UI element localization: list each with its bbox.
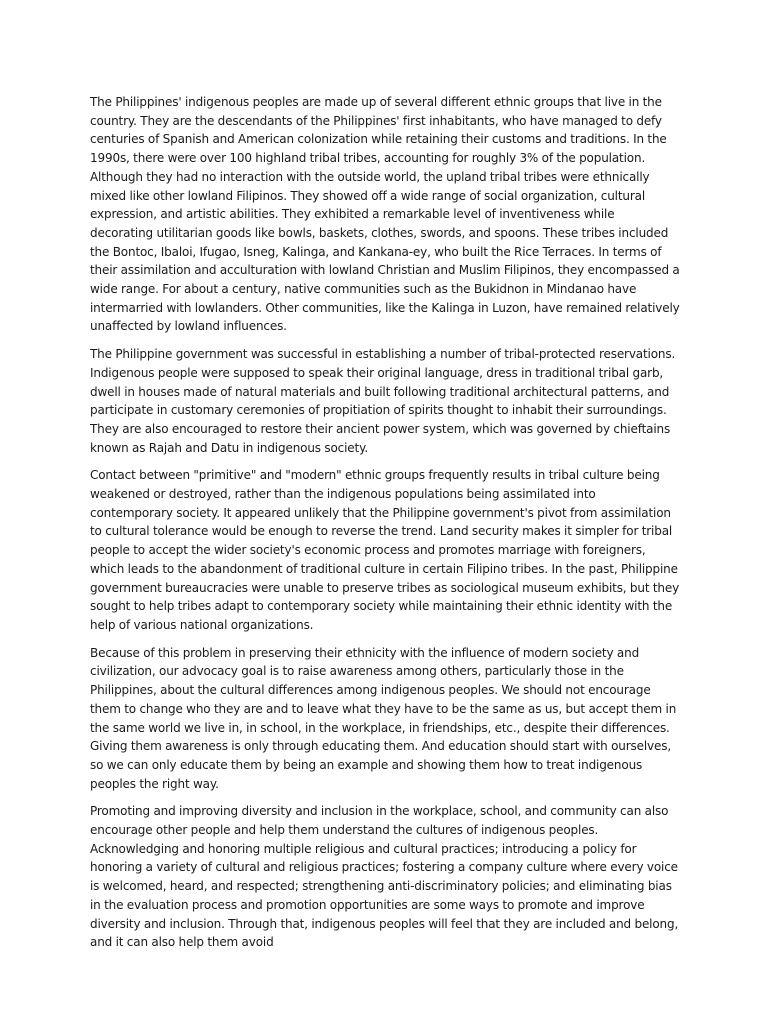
paragraph-2: The Philippine government was successful in establishing a number of tribal-protected reservations. Indigenous people were supposed to speak their original language, dress in traditional tribal garb, dwell in houses made of natural materials and built following traditional architectural patterns, and participate in customary ceremonies of propitiation of spirits thought to inhabit their surroundings. They are also encouraged to restore their ancient power system, which was governed by chieftains known as Rajah and Datu in indigenous society. xyxy=(90,347,676,455)
paragraph-5: Promoting and improving diversity and inclusion in the workplace, school, and community can also encourage other people and help them understand the cultures of indigenous peoples. Acknowledging and honoring multiple religious and cultural practices; introducing a policy for honoring a variety of cultural and religious practices; fostering a company culture where every voice is welcomed, heard, and respected; strengthening anti-discriminatory policies; and eliminating bias in the evaluation process and promotion opportunities are some ways to promote and improve diversity and inclusion. Through that, indigenous peoples will feel that they are included and belong, and it can also help them avoid xyxy=(90,804,679,950)
paragraph-3: Contact between "primitive" and "modern" ethnic groups frequently results in tribal culture being weakened or destroyed, rather than the indigenous populations being assimilated into contemporary society. It appeared unlikely that the Philippine government's pivot from assimilation to cultural tolerance would be enough to reverse the trend. Land security makes it simpler for tribal people to accept the wider society's economic process and promotes marriage with foreigners, which leads to the abandonment of traditional culture in certain Filipino tribes. In the past, Philippine government bureaucracies were unable to preserve tribes as sociological museum exhibits, but they sought to help tribes adapt to contemporary society while maintaining their ethnic identity with the help of various national organizations. xyxy=(90,468,680,632)
document-body xyxy=(90,93,680,961)
paragraph-4: Because of this problem in preserving their ethnicity with the influence of modern society and civilization, our advocacy goal is to raise awareness among others, particularly those in the Philippines, about the cultural differences among indigenous peoples. We should not encourage them to change who they are and to leave what they have to be the same as us, but accept them in the same world we live in, in school, in the workplace, in friendships, etc., despite their differences. Giving them awareness is only through educating them. And education should start with ourselves, so we can only educate them by being an example and showing them how to treat indigenous peoples the right way. xyxy=(90,645,677,791)
paragraph-1: The Philippines' indigenous peoples are made up of several different ethnic groups that live in the country. They are the descendants of the Philippines' first inhabitants, who have managed to defy centuries of Spanish and American colonization while retaining their customs and traditions. In the 1990s, there were over 100 highland tribal tribes, accounting for roughly 3% of the population. Although they had no interaction with the outside world, the upland tribal tribes were ethnically mixed like other lowland Filipinos. They showed off a wide range of social organization, cultural expression, and artistic abilities. They exhibited a remarkable level of inventiveness while decorating utilitarian goods like bowls, baskets, clothes, swords, and spoons. These tribes included the Bontoc, Ibaloi, Ifugao, Isneg, Kalinga, and Kankana-ey, who built the Rice Terraces. In terms of their assimilation and acculturation with lowland Christian and Muslim Filipinos, they encompassed a wide range. For about a century, native communities such as the Bukidnon in Mindanao have intermarried with lowlanders. Other communities, like the Kalinga in Luzon, have remained relatively unaffected by lowland influences. xyxy=(90,95,680,334)
